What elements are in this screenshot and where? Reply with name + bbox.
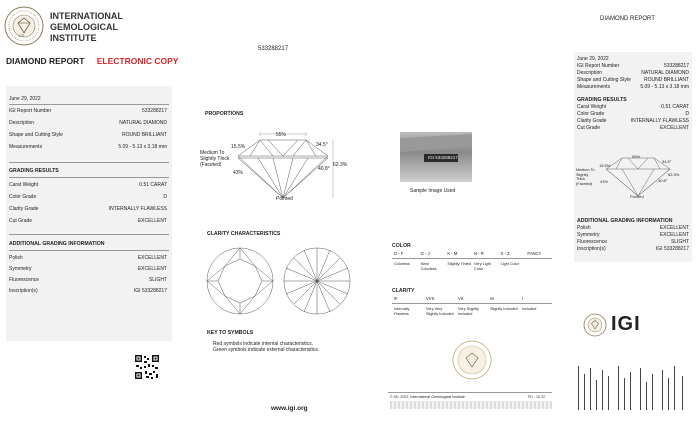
report-number-top: 533288217 [258, 46, 289, 52]
color-scale-grade: N - R [474, 251, 484, 256]
electronic-copy-label: ELECTRONIC COPY [96, 56, 179, 66]
color-scale-description: Near Colorless [420, 262, 437, 271]
side-total-depth: 62.3% [668, 172, 680, 177]
side-additional-value: SLIGHT [670, 239, 689, 245]
additional-value: SLIGHT [148, 277, 167, 283]
sample-caption: Sample Image Used [410, 188, 456, 194]
org-line-2: GEMOLOGICAL [50, 22, 118, 32]
seal-text: IGI [19, 33, 25, 38]
igi-watermark-seal [452, 340, 492, 380]
side-pavilion-depth: 43% [600, 179, 609, 184]
color-scale [392, 251, 552, 277]
proportions-diagram [228, 128, 348, 206]
org-line-3: INSTITUTE [50, 33, 97, 43]
clarity-scale-description: Very Slightly Included [458, 307, 479, 316]
side-igi-logo-text: IGI [611, 313, 641, 335]
side-pavilion-angle: 40.8° [658, 178, 668, 183]
report-title [6, 56, 178, 66]
org-name [50, 11, 123, 44]
additional-value: IGI 533288217 [133, 288, 167, 294]
color-scale-description: Slightly Tinted [447, 262, 471, 266]
additional-label: Symmetry [9, 266, 32, 272]
side-additional-value: IGI 533288217 [655, 246, 689, 252]
key-line-external: Green symbols indicate external characteristics. [213, 347, 320, 353]
side-grading-label: Clarity Grade [577, 118, 607, 124]
side-strip-title: DIAMOND REPORT [600, 16, 655, 22]
grading-value: 0.51 CARAT [139, 182, 167, 188]
report-date: June 29, 2022 [9, 96, 41, 102]
side-grading-label: Carat Weight [577, 104, 607, 110]
detail-label: IGI Report Number [9, 108, 52, 114]
copyright: © IGI, 2022, International Gemological Institute [390, 395, 465, 399]
side-detail-label: Measurements [577, 84, 611, 90]
side-additional-label: Polish [577, 225, 591, 231]
side-detail-value: ROUND BRILLIANT [643, 77, 689, 83]
girdle-label: Medium To Slightly Thick (Faceted) [200, 150, 230, 168]
side-detail-value: 5.09 - 5.13 x 3.18 mm [640, 84, 689, 90]
color-scale-grade: FANCY [527, 251, 542, 256]
grading-results-title: GRADING RESULTS [9, 168, 59, 174]
side-additional-label: Fluorescence [577, 239, 608, 245]
pavilion-depth: 43% [233, 170, 244, 176]
additional-value: EXCELLENT [137, 266, 167, 272]
color-scale-description: Colorless [394, 262, 410, 266]
side-grading-value: EXCELLENT [659, 125, 689, 131]
detail-value: 533288217 [141, 108, 167, 114]
side-additional-label: Symmetry [577, 232, 600, 238]
side-crown-height: 15.5% [599, 163, 611, 168]
side-additional-value: EXCELLENT [659, 232, 689, 238]
side-grading-label: Cut Grade [577, 125, 601, 131]
grading-value: INTERNALLY FLAWLESS [108, 206, 167, 212]
clarity-scale [392, 296, 552, 326]
clarity-scale-description: Very Very Slightly Included [426, 307, 454, 316]
additional-grading-title: ADDITIONAL GRADING INFORMATION [9, 241, 105, 247]
side-detail-label: Description [577, 70, 603, 76]
side-grading-value: D [685, 111, 689, 117]
side-detail-value: 533288217 [663, 63, 689, 69]
sample-inscription: IGI 533288217 [428, 155, 458, 160]
clarity-characteristics-title: CLARITY CHARACTERISTICS [207, 231, 281, 237]
key-line-internal: Red symbols indicate internal characteristics. [213, 341, 314, 347]
crown-height: 15.5% [231, 144, 246, 150]
qr-code[interactable] [134, 354, 160, 380]
side-proportions-diagram [598, 150, 678, 200]
sample-image [400, 132, 472, 182]
grading-label: Color Grade [9, 194, 37, 200]
footer-security-strip [390, 401, 552, 409]
side-rotated-summary [574, 360, 692, 415]
key-to-symbols-title: KEY TO SYMBOLS [207, 330, 254, 336]
side-grading-value: INTERNALLY FLAWLESS [630, 118, 689, 124]
side-culet-label: Pointed [630, 194, 644, 199]
side-additional-value: EXCELLENT [659, 225, 689, 231]
additional-value: EXCELLENT [137, 255, 167, 261]
side-table-percentage: 55% [632, 154, 641, 159]
org-line-1: INTERNATIONAL [50, 11, 123, 21]
grading-label: Clarity Grade [9, 206, 39, 212]
crown-angle: 34.5° [316, 142, 328, 148]
detail-label: Measurements [9, 144, 43, 150]
detail-label: Description [9, 120, 35, 126]
clarity-scale-grade: VS [458, 296, 464, 301]
clarity-scale-grade: IF [394, 296, 398, 301]
color-scale-title: COLOR [392, 243, 411, 249]
additional-label: Polish [9, 255, 23, 261]
clarity-scale-grade: SI [490, 296, 494, 301]
side-detail-label: IGI Report Number [577, 63, 620, 69]
clarity-scale-title: CLARITY [392, 288, 415, 294]
detail-value: 5.09 - 5.13 x 3.18 mm [118, 144, 167, 150]
igi-seal-logo [4, 6, 44, 46]
side-grading-title: GRADING RESULTS [577, 97, 627, 103]
clarity-scale-description: Slightly Included [490, 307, 518, 311]
side-crown-angle: 34.5° [662, 159, 672, 164]
clarity-plot-pavilion [282, 246, 352, 316]
additional-label: Fluorescence [9, 277, 40, 283]
grading-label: Cut Grade [9, 218, 33, 224]
report-title-text: DIAMOND REPORT [6, 56, 85, 66]
clarity-scale-grade: I [522, 296, 524, 301]
detail-value: ROUND BRILLIANT [121, 132, 167, 138]
proportions-title: PROPORTIONS [205, 111, 244, 117]
table-percentage: 55% [276, 132, 287, 138]
pavilion-angle: 40.8° [318, 166, 330, 172]
website-link[interactable]: www.igi.org [271, 405, 308, 412]
clarity-plot-crown [205, 246, 275, 316]
left-details-panel [6, 86, 172, 341]
side-igi-logo [583, 313, 663, 337]
additional-label: Inscription(s) [9, 288, 38, 294]
side-grading-value: 0.51 CARAT [661, 104, 689, 110]
clarity-scale-description: Included [522, 307, 537, 311]
side-additional-label: Inscription(s) [577, 246, 606, 252]
detail-label: Shape and Cutting Style [9, 132, 63, 138]
color-scale-grade: K - M [447, 251, 458, 256]
grading-value: D [163, 194, 167, 200]
grading-value: EXCELLENT [137, 218, 167, 224]
total-depth: 62.3% [333, 162, 348, 168]
grading-label: Carat Weight [9, 182, 39, 188]
detail-value: NATURAL DIAMOND [119, 120, 167, 126]
culet-label: Pointed [276, 196, 293, 202]
form-code: FD - 10.22 [528, 395, 545, 399]
side-additional-title: ADDITIONAL GRADING INFORMATION [577, 218, 673, 224]
clarity-scale-description: Internally Flawless [394, 307, 410, 316]
side-girdle-label: Medium To Slightly Thick (Faceted) [576, 168, 595, 186]
side-grading-label: Color Grade [577, 111, 605, 117]
side-detail-value: NATURAL DIAMOND [641, 70, 689, 76]
color-scale-description: Very Light Color [474, 262, 491, 271]
color-scale-grade: D - F [394, 251, 404, 256]
color-scale-description: Light Color [500, 262, 520, 266]
color-scale-grade: S - Z [500, 251, 510, 256]
color-scale-grade: G - J [420, 251, 430, 256]
side-date: June 29, 2022 [577, 56, 609, 62]
side-detail-label: Shape and Cutting Style [577, 77, 631, 83]
clarity-scale-grade: VVS [426, 296, 435, 301]
